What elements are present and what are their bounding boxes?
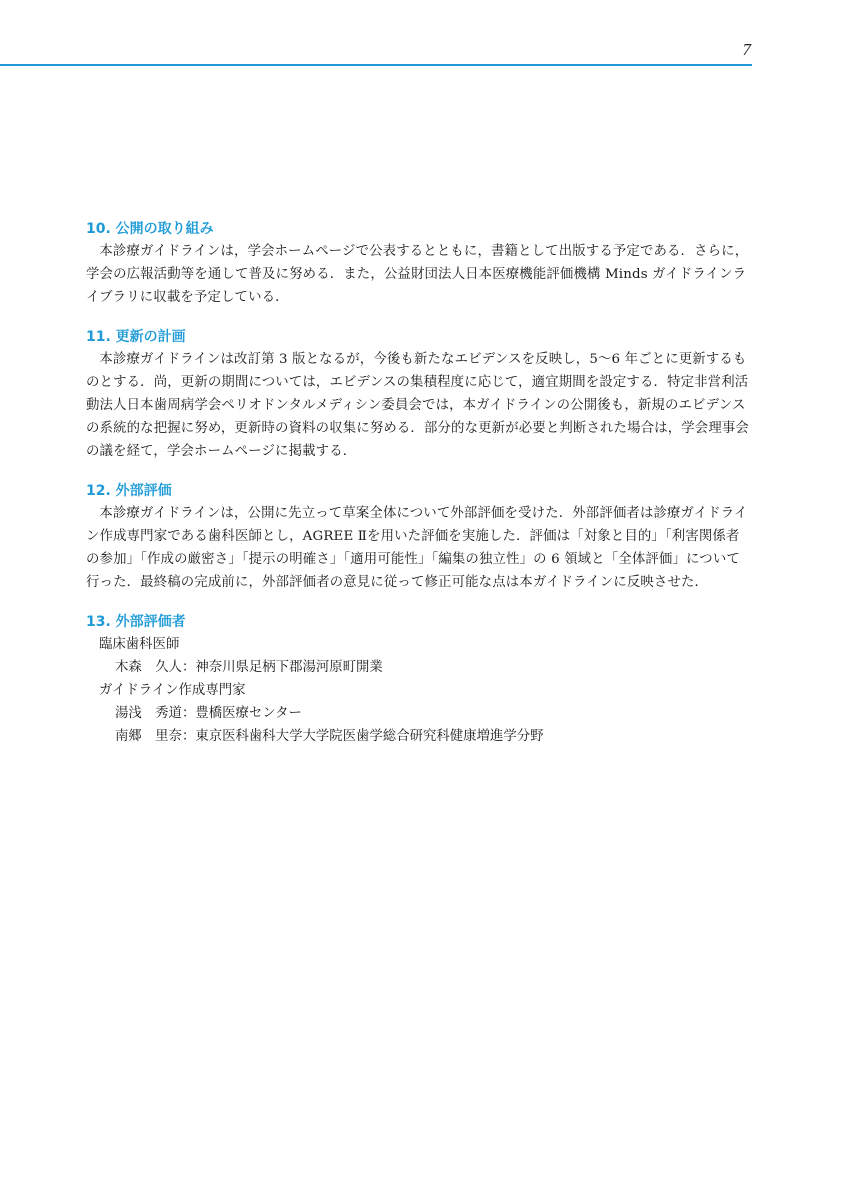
reviewer-list bbox=[86, 633, 750, 748]
section-publication bbox=[86, 219, 750, 309]
reviewer-entry: 湯浅 秀道：豊橋医療センター bbox=[115, 706, 302, 721]
reviewer-group-label: ガイドライン作成専門家 bbox=[99, 683, 246, 698]
reviewer-group-label: 臨床歯科医師 bbox=[99, 637, 180, 652]
reviewer-entry: 木森 久人：神奈川県足柄下郡湯河原町開業 bbox=[115, 660, 383, 675]
section-heading: 12. 外部評価 bbox=[86, 483, 172, 499]
section-external-reviewers bbox=[86, 612, 750, 748]
page-number: 7 bbox=[742, 40, 751, 59]
section-paragraph: 本診療ガイドラインは，学会ホームページで公表するとともに，書籍として出版する予定である．さらに，学会の広報活動等を通して普及に努める．また，公益財団法人日本医療機能評価機構 Minds ガイドラインライブラリに収載を予定している． bbox=[86, 244, 749, 305]
document-body bbox=[86, 219, 750, 766]
section-update-plan bbox=[86, 327, 750, 463]
section-external-review bbox=[86, 481, 750, 594]
section-paragraph: 本診療ガイドラインは，公開に先立って草案全体について外部評価を受けた．外部評価者は診療ガイドライン作成専門家である歯科医師とし，AGREE Ⅱを用いた評価を実施した．評価は「対象と目的」「利害関係者の参加」「作成の厳密さ」「提示の明確さ」「適用可能性」「編集の独立性」の 6 領域と「全体評価」について行った．最終稿の完成前に，外部評価者の意見に従って修正可能な点は本ガイドラインに反映させた． bbox=[86, 506, 748, 590]
section-heading: 11. 更新の計画 bbox=[86, 329, 186, 345]
section-heading: 10. 公開の取り組み bbox=[86, 221, 214, 237]
reviewer-entry: 南郷 里奈：東京医科歯科大学大学院医歯学総合研究科健康増進学分野 bbox=[115, 729, 544, 744]
header-rule bbox=[0, 64, 752, 66]
section-paragraph: 本診療ガイドラインは改訂第 3 版となるが，今後も新たなエビデンスを反映し，5〜6 年ごとに更新するものとする．尚，更新の期間については，エビデンスの集積程度に応じて，適宜期間を設定する．特定非営利活動法人日本歯周病学会ペリオドンタルメディシン委員会では，本ガイドラインの公開後も，新規のエビデンスの系統的な把握に努め，更新時の資料の収集に努める．部分的な更新が必要と判断された場合は，学会理事会の議を経て，学会ホームページに掲載する． bbox=[86, 352, 749, 459]
section-heading: 13. 外部評価者 bbox=[86, 614, 186, 630]
